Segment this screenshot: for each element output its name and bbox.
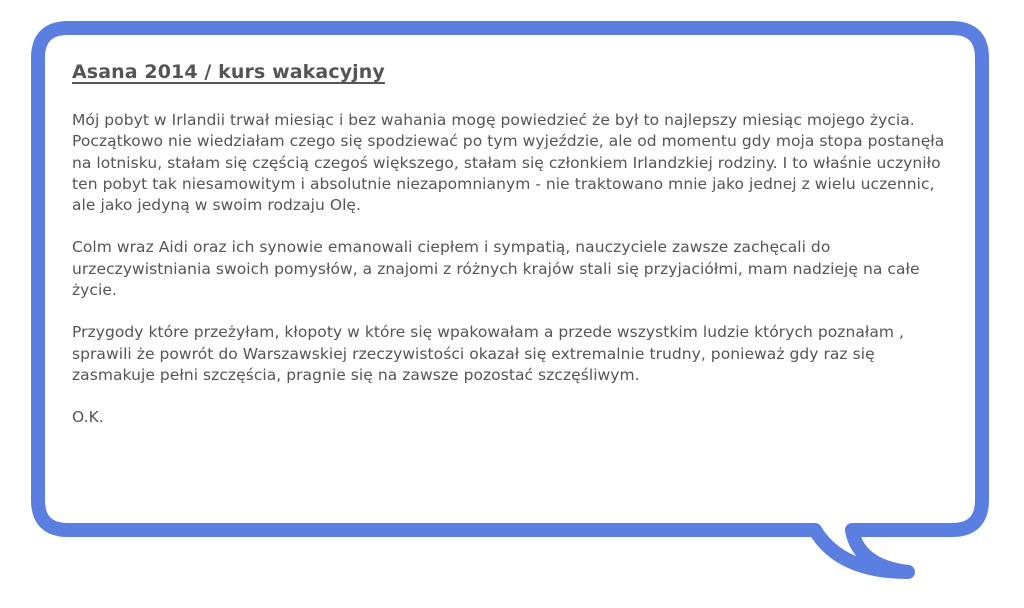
testimonial-title: Asana 2014 / kurs wakacyjny	[72, 61, 385, 83]
testimonial-signature: O.K.	[72, 408, 104, 427]
testimonial-paragraph-1: Mój pobyt w Irlandii trwał miesiąc i bez wahania mogę powiedzieć że był to najlepszy miesiąc mojego życia. Początkowo nie wiedziałam czego się spodziewać po tym wyjeździe, ale od momentu gdy moja stopa postanęła na lotnisku, stałam się częścią czegoś większego, stałam się członkiem Irlandzkiej rodziny. I to właśnie uczyniło ten pobyt tak niesamowitym i absolutnie niezapomnianym - nie traktowano mnie jako jednej z wielu uczennic, ale jako jedyną w swoim rodzaju Olę.	[72, 111, 945, 215]
testimonial-paragraph-2: Colm wraz Aidi oraz ich synowie emanowali ciepłem i sympatią, nauczyciele zawsze zachęcali do urzeczywistniania swoich pomysłów, a znajomi z różnych krajów stali się przyjaciółmi, mam nadzieję na całe życie.	[72, 238, 920, 300]
testimonial-content	[72, 58, 952, 450]
testimonial-paragraph-3: Przygody które przeżyłam, kłopoty w które się wpakowałam a przede wszystkim ludzie których poznałam , sprawili że powrót do Warszawskiej rzeczywistości okazał się extremalnie trudny, ponieważ gdy raz się zasmakuje pełni szczęścia, pragnie się na zawsze pozostać szczęśliwym.	[72, 323, 905, 384]
